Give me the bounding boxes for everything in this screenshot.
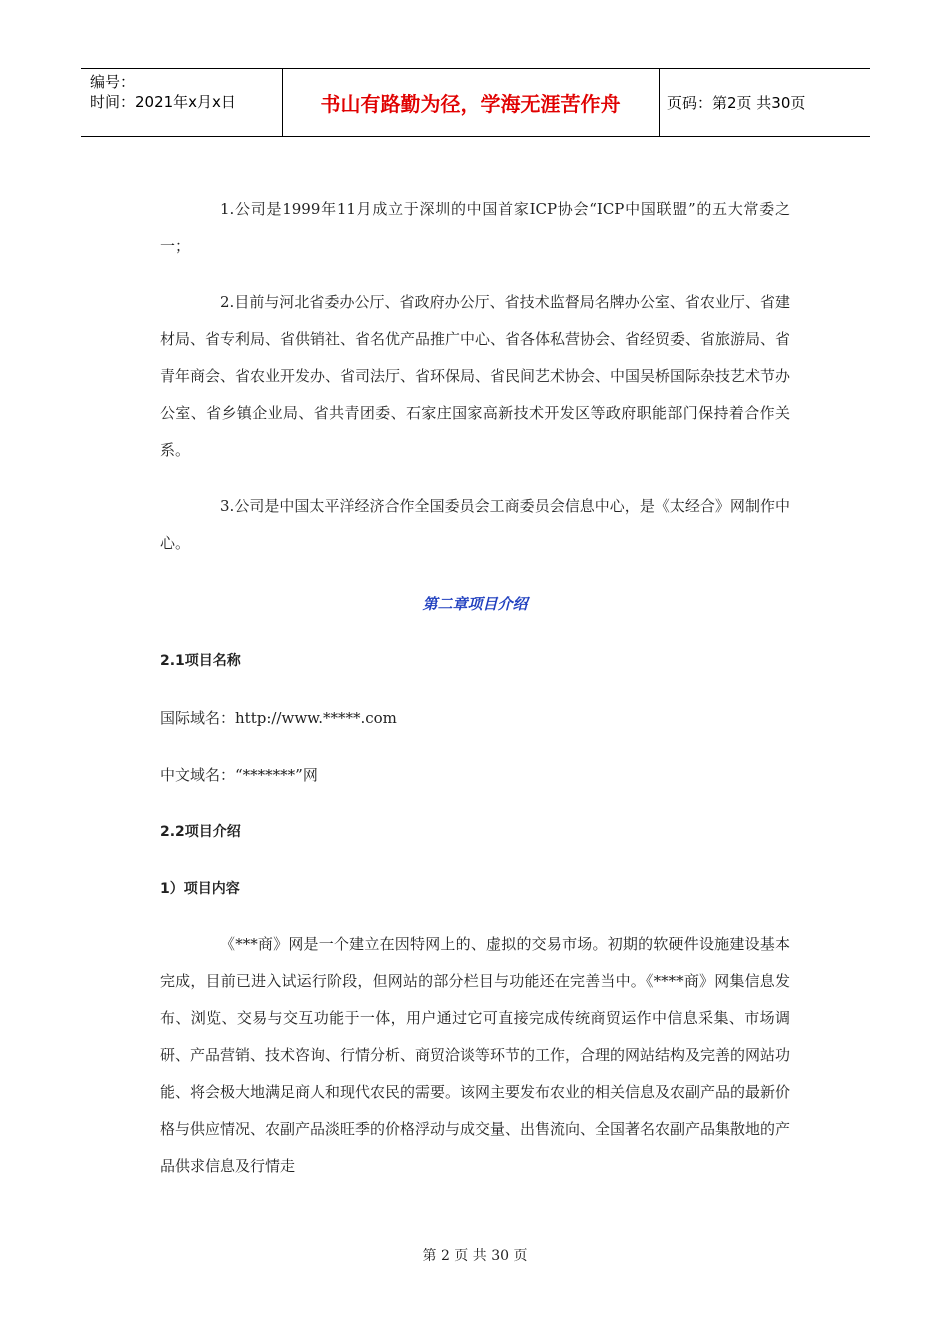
project-content-paragraph: 《***商》网是一个建立在因特网上的、虚拟的交易市场。初期的软硬件设施建设基本完成，目前已进入试运行阶段，但网站的部分栏目与功能还在完善当中。《****商》网集信息发布、浏览、交易与交互功能于一体，用户通过它可直接完成传统商贸运作中信息采集、市场调研、产品营销、技术咨询、行情分析、商贸洽谈等环节的工作，合理的网站结构及完善的网站功能、将会极大地满足商人和现代农民的需要。该网主要发布农业的相关信息及农副产品的最新价格与供应情况、农副产品淡旺季的价格浮动与成交量、出售流向、全国著名农副产品集散地的产品供求信息及行情走 bbox=[160, 935, 791, 1175]
header-motto: 书山有路勤为径，学海无涯苦作舟 bbox=[282, 69, 660, 136]
section-2-2-heading: 2.2项目介绍 bbox=[160, 824, 241, 840]
paragraph-1: 1.公司是1999年11月成立于深圳的中国首家ICP协会“ICP中国联盟”的五大常委之一； bbox=[160, 200, 790, 255]
header-page-info: 页码：第2页 共30页 bbox=[667, 94, 806, 112]
chapter-title: 第二章项目介绍 bbox=[422, 595, 528, 613]
section-2-1-heading: 2.1项目名称 bbox=[160, 653, 241, 669]
doc-number-label: 编号： bbox=[90, 73, 136, 91]
page-header bbox=[81, 68, 870, 137]
header-meta bbox=[81, 69, 283, 136]
paragraph-2: 2.目前与河北省委办公厅、省政府办公厅、省技术监督局名牌办公室、省农业厅、省建材局、省专利局、省供销社、省名优产品推广中心、省各体私营协会、省经贸委、省旅游局、省青年商会、省农业开发办、省司法厅、省环保局、省民间艺术协会、中国吴桥国际杂技艺术节办公室、省乡镇企业局、省共青团委、石家庄国家高新技术开发区等政府职能部门保持着合作关系。 bbox=[160, 293, 791, 459]
doc-time-label: 时间：2021年x月x日 bbox=[90, 93, 236, 111]
cn-domain-line: 中文域名：“*******”网 bbox=[160, 766, 318, 784]
subsection-heading: 1）项目内容 bbox=[160, 881, 240, 897]
page-footer: 第 2 页 共 30 页 bbox=[422, 1248, 528, 1264]
intl-domain-line: 国际域名：http://www.*****.com bbox=[160, 709, 397, 727]
paragraph-3: 3.公司是中国太平洋经济合作全国委员会工商委员会信息中心，是《太经合》网制作中心。 bbox=[160, 497, 790, 552]
